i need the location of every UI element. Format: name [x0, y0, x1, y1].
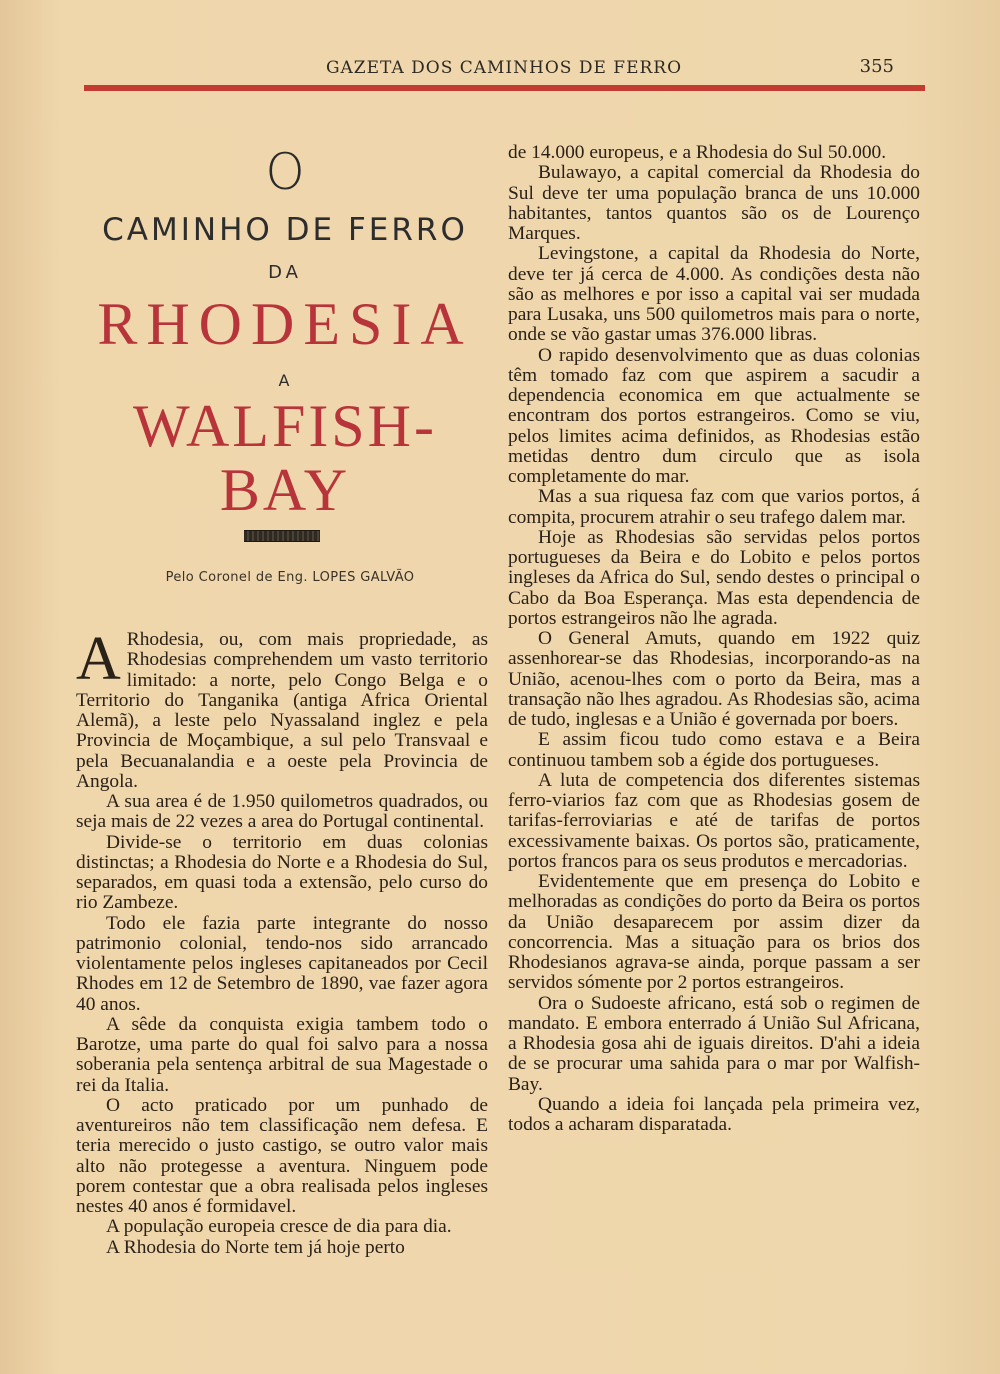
title-line-a: A — [278, 371, 292, 390]
paragraph: O acto praticado por um punhado de aventureiros não tem classificação nem defesa. E teria merecido o justo castigo, se outro valor mais alto não protegesse a aventura. Ninguem pode porem contestar que a obra realisada pelos ingleses nestes 40 anos é formidavel. — [76, 1094, 488, 1217]
header-rule — [84, 85, 925, 91]
paragraph: E assim ficou tudo como estava e a Beira continuou tambem sob a égide dos portugueses. — [508, 729, 920, 771]
title-line-o: O — [265, 143, 305, 201]
paragraph: Levingstone, a capital da Rhodesia do Norte, deve ter já cerca de 4.000. As condições desta não são as melhores e por isso a capital vai ser mudada para Lusaka, uns 500 quilometros mais para o norte, onde se vão gastar umas 376.000 libras. — [508, 243, 920, 346]
title-line-walfish-bay: WALFISH-BAY — [133, 393, 437, 523]
article-title — [70, 140, 500, 522]
running-head — [84, 56, 924, 86]
paragraph: A população europeia cresce de dia para dia. — [106, 1216, 452, 1238]
title-line-rhodesia: RHODESIA — [97, 291, 473, 357]
drop-cap: A — [76, 625, 121, 693]
title-line-da: DA — [268, 262, 302, 283]
paragraph: Todo ele fazia parte integrante do nosso patrimonio colonial, tendo-nos sido arrancado violentamente pelos ingleses capitaneados por Cecil Rhodes em 12 de Setembro de 1890, vae fazer agora 40 anos. — [76, 912, 488, 1015]
paragraph: Divide-se o territorio em duas colonias distinctas; a Rhodesia do Norte e a Rhodesia do Sul, separados, em quasi toda a extensão, pelo curso do rio Zambeze. — [76, 831, 488, 914]
title-ornament — [244, 530, 320, 542]
article-column-right — [508, 143, 920, 1135]
journal-title: GAZETA DOS CAMINHOS DE FERRO — [325, 58, 683, 78]
paragraph: de 14.000 europeus, e a Rhodesia do Sul 50.000. — [508, 142, 887, 163]
paragraph: A sua area é de 1.950 quilometros quadrados, ou seja mais de 22 vezes a area do Portugal continental. — [76, 791, 488, 833]
paragraph: A sêde da conquista exigia tambem todo o Barotze, uma parte do qual foi salvo para a nossa soberania pela sentença arbitral de sua Magestade o rei da Italia. — [76, 1013, 488, 1096]
paragraph: Bulawayo, a capital comercial da Rhodesia do Sul deve ter uma população branca de uns 10.000 habitantes, tantos quantos são os de Lourenço Marques. — [508, 162, 920, 244]
paragraph: Quando a ideia foi lançada pela primeira vez, todos a acharam disparatada. — [508, 1093, 920, 1135]
paragraph: Evidentemente que em presença do Lobito e melhoradas as condições do porto da Beira os portos da União desaparecem por assim dizer da concorrencia. Mas a situação para os brios dos Rhodesianos agrava-se ainda, porque passam a ser servidos sómente por 2 portos estrangeiros. — [508, 871, 920, 994]
article-column-left — [76, 625, 488, 1258]
paragraph: O rapido desenvolvimento que as duas colonias têm tomado faz com que aspirem a sacudir a dependencia economica em que actualmente se encontram dos portos estrangeiros. Como se viu, pelos limites acima definidos, as Rhodesias estão metidas dentro dum circulo que as isola completamente do mar. — [508, 344, 920, 487]
byline: Pelo Coronel de Eng. LOPES GALVÃO — [165, 570, 415, 585]
paragraph: Mas a sua riquesa faz com que varios portos, á compita, procurem atrahir o seu trafego dalem mar. — [508, 486, 920, 528]
page-number: 355 — [859, 56, 894, 77]
paragraph-text: Rhodesia, ou, com mais propriedade, as Rhodesias comprehendem um vasto territorio limitado: a norte, pelo Congo Belga e o Territorio do Tanganika (antiga Africa Oriental Alemã), a leste pelo Nyassaland inglez e pela Provincia de Moçambique, a sul pelo Transvaal e pela Becuanalandia e a oeste pela Provincia de Angola. — [76, 629, 488, 792]
paragraph: A luta de competencia dos diferentes sistemas ferro-viarios faz com que as Rhodesias gosem de tarifas-ferroviarias e até de tarifas de portos excessivamente baixas. Os portos são, praticamente, portos francos para os seus produtos e mercadorias. — [508, 769, 920, 872]
paragraph: A Rhodesia do Norte tem já hoje perto — [106, 1236, 405, 1258]
paragraph: O General Amuts, quando em 1922 quiz assenhorear-se das Rhodesias, incorporando-as na União, acenou-lhes com o porto da Beira, mas a transação não lhes agradou. As Rhodesias são, acima de tudo, inglesas e a União é governada por boers. — [508, 628, 920, 730]
paragraph: Hoje as Rhodesias são servidas pelos portos portugueses da Beira e do Lobito e pelos portos ingleses da Africa do Sul, sendo destes o principal o Cabo da Boa Esperança. Mas esta dependencia de portos estrangeiros não lhe agrada. — [508, 526, 920, 629]
paragraph — [76, 625, 488, 792]
paragraph: Ora o Sudoeste africano, está sob o regimen de mandato. E embora enterrado á União Sul Africana, a Rhodesia gosa ahi de iguais direitos. D'ahi a ideia de se procurar uma sahida para o mar por Walfish-Bay. — [508, 992, 920, 1095]
title-line-caminho: CAMINHO DE FERRO — [102, 212, 468, 248]
